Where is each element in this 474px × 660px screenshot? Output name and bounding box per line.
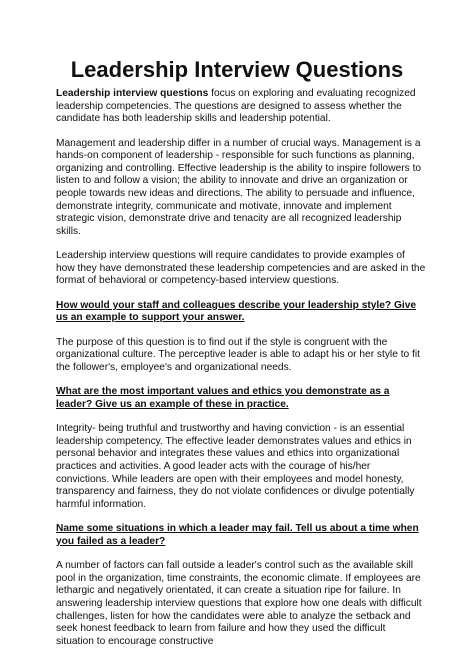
question-heading-1: How would your staff and colleagues describe your leadership style? Give us an example to support your answer. <box>56 299 417 324</box>
intro-rest-text: focus on exploring and evaluating recognized leadership competencies. The questions are designed to assess whether the candidate has both leadership skills and leadership potential. <box>56 88 416 125</box>
document-body <box>56 88 426 660</box>
answer-paragraph-2: Integrity- being truthful and trustworthy and having conviction - is an essential leadership competency. The effective leader demonstrates values and ethics in personal behavior and integrates these values and ethics into organizational practices and activities. A good leader acts with the courage of his/her convictions. While leaders are open with their employees and model honesty, transparency and fairness, they do not violate confidences or divulge potentially harmful information. <box>56 423 415 510</box>
question-heading-3: Name some situations in which a leader may fail. Tell us about a time when you failed as a leader? <box>56 523 419 547</box>
answer-paragraph-3: A number of factors can fall outside a leader's control such as the available skill pool in the organization, time constraints, the economic climate. If employees are lethargic and negatively orientated, it can create a situation ripe for failure. In answering leadership interview questions that explore how one deals with difficult challenges, listen for how the candidates were able to analyze the setback and seek honest feedback to learn from failure and how they used the difficult situation to encourage constructive <box>56 560 422 647</box>
competency-paragraph: Leadership interview questions will require candidates to provide examples of how they have demonstrated these leadership competencies and are asked in the format of behavioral or competency-based interview questions. <box>56 250 426 287</box>
document-title: Leadership Interview Questions <box>70 57 404 82</box>
intro-paragraph <box>56 88 426 126</box>
question-heading-2: What are the most important values and ethics you demonstrate as a leader? Give us an example of these in practice. <box>56 386 390 410</box>
intro-lead-text: Leadership interview questions <box>56 88 209 99</box>
management-paragraph: Management and leadership differ in a number of crucial ways. Management is a hands-on component of leadership - responsible for such functions as planning, organizing and controlling. Effective leadership is the ability to inspire followers to listen to and follow a vision; the ability to innovate and drive an organization or people towards new ideas and directions. The ability to persuade and influence, demonstrate integrity, communicate and motivate, innovate and implement strategic vision, demonstrate drive and tenacity are all recognized leadership skills. <box>56 137 422 237</box>
answer-paragraph-1: The purpose of this question is to find out if the style is congruent with the organizational culture. The perceptive leader is able to adapt his or her style to fit the follower's, employee's and organizational needs. <box>56 336 420 373</box>
